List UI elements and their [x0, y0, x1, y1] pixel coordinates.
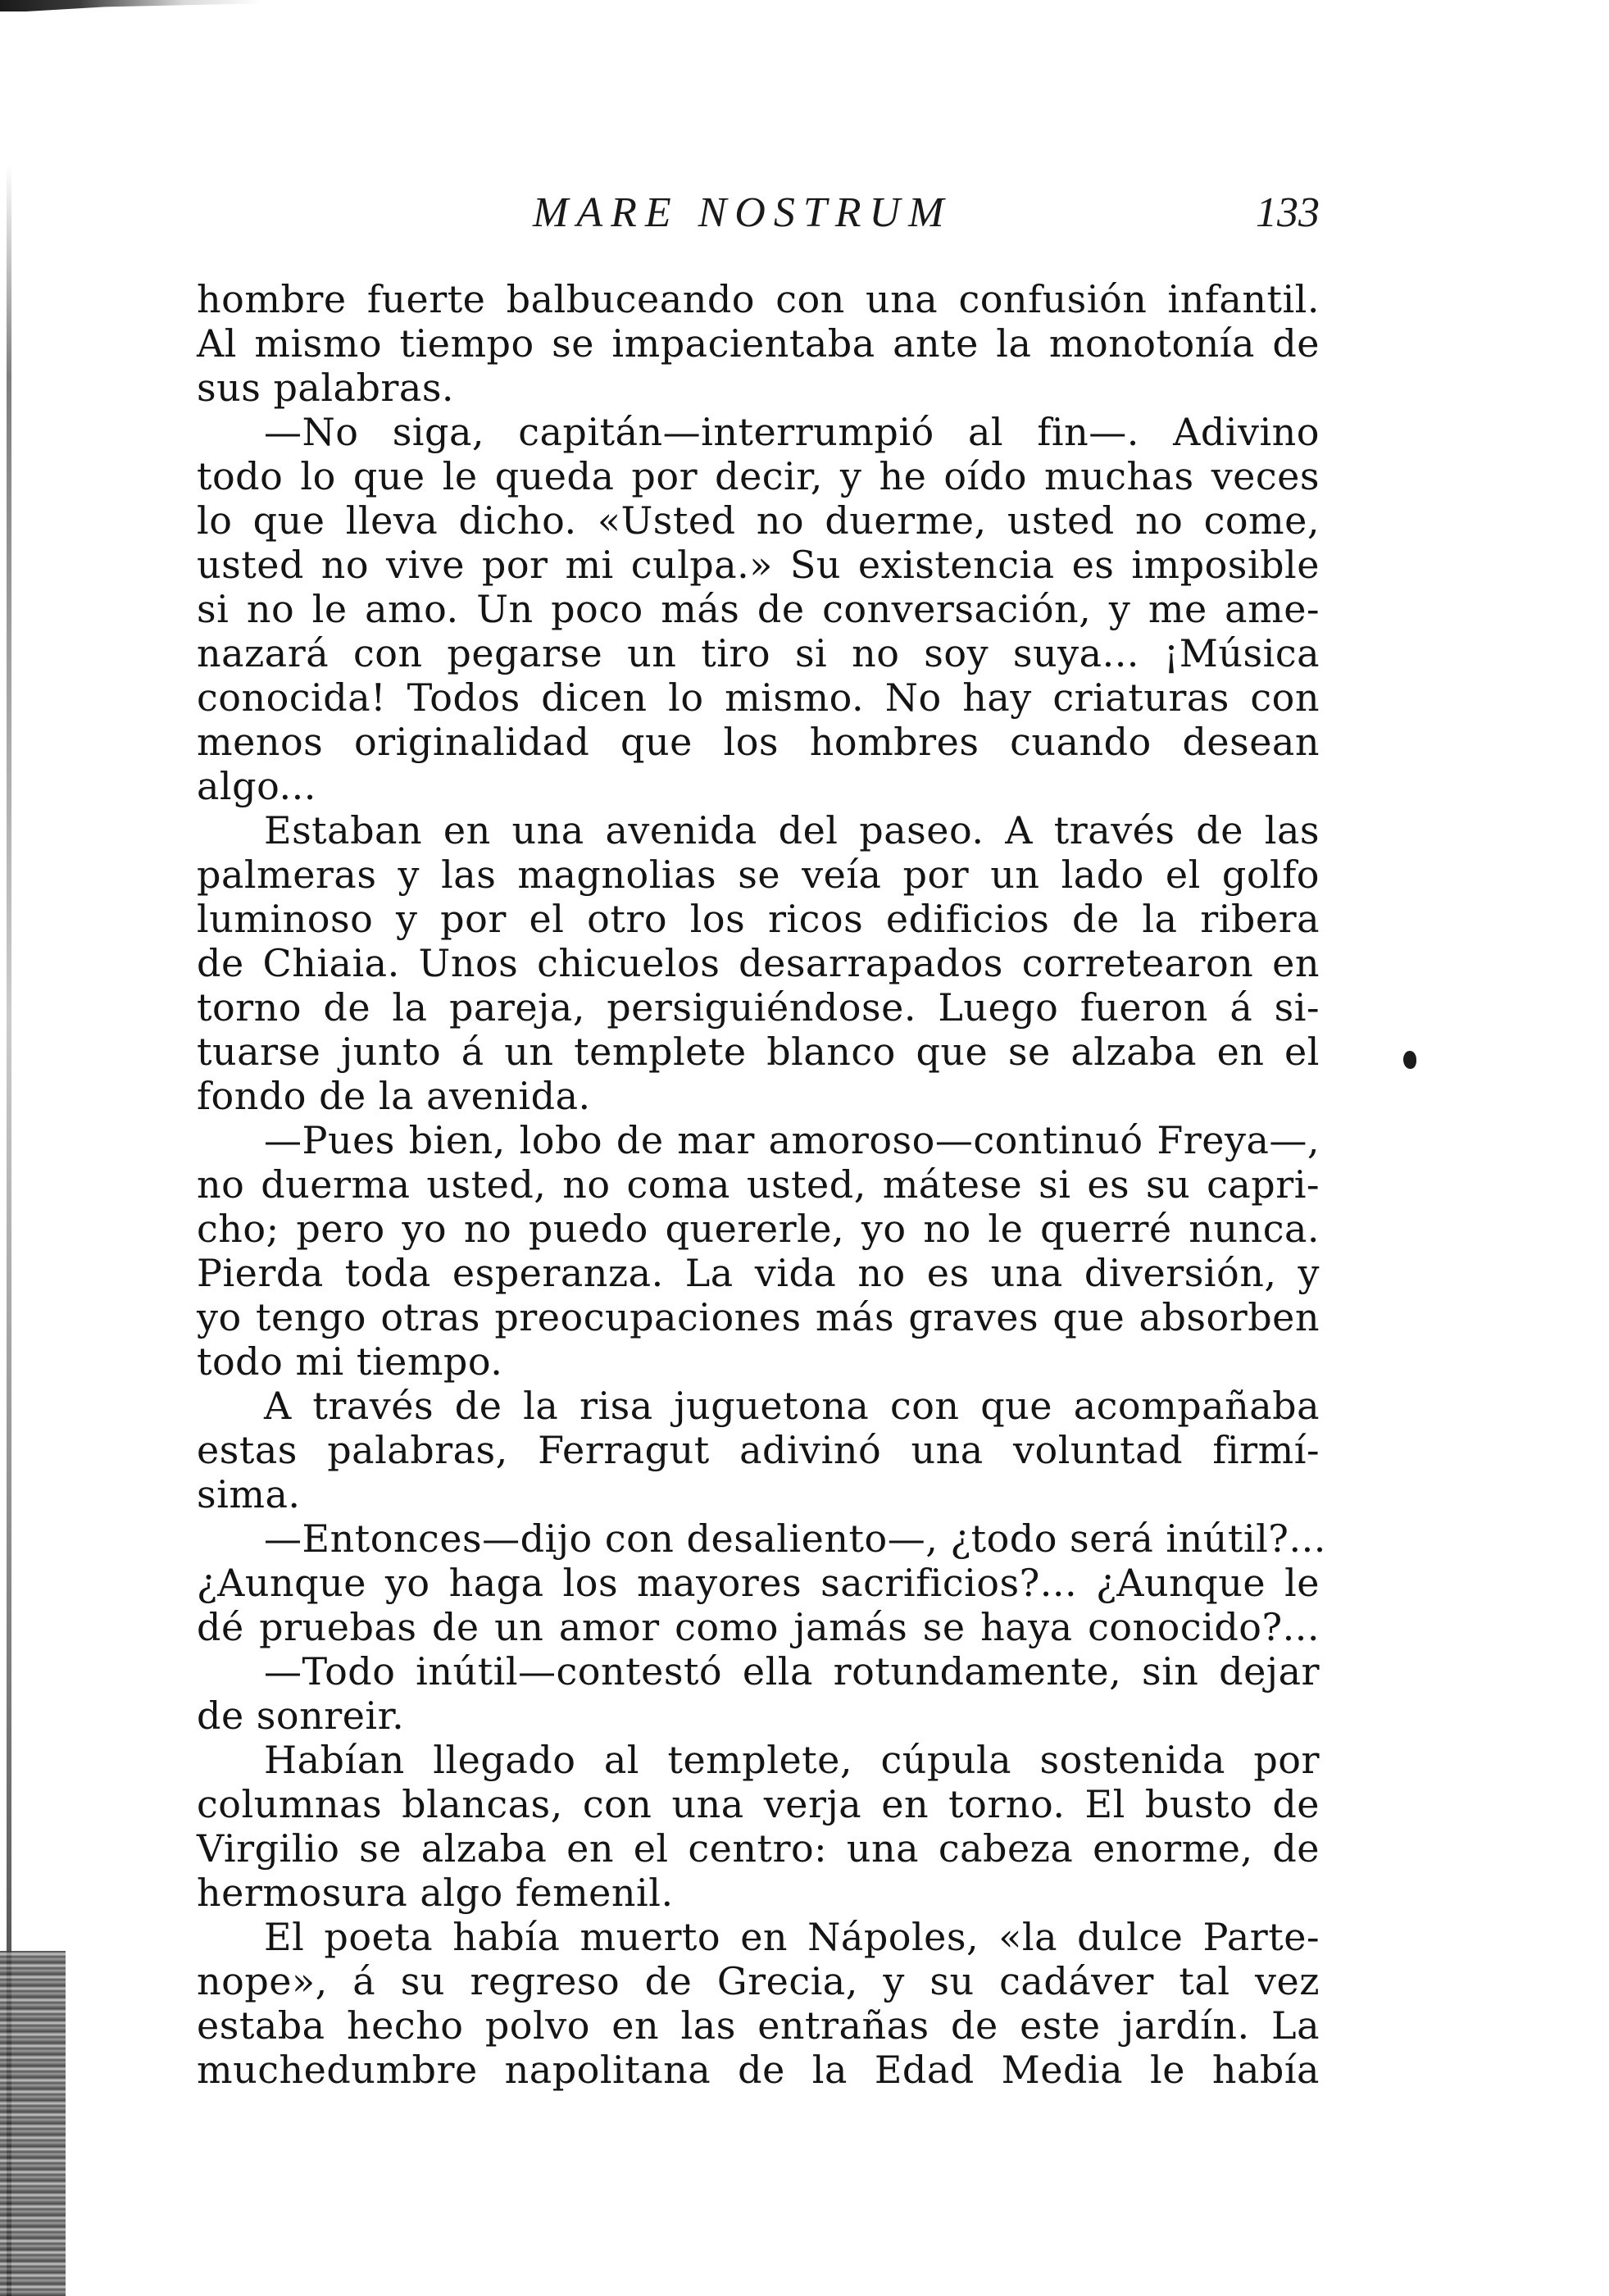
text-line: —Todo inútil—contestó ella rotundamente, sin dejar: [264, 1649, 1320, 1694]
text-line: hombre fuerte balbuceando con una confusión infantil.: [197, 277, 1320, 321]
text-line: —No siga, capitán—interrumpió al fin—. Adivino: [264, 410, 1320, 454]
text-line: Habían llegado al templete, cúpula sostenida por: [264, 1738, 1320, 1782]
text-line: columnas blancas, con una verja en torno. El busto de: [197, 1782, 1320, 1826]
text-line: si no le amo. Un poco más de conversación, y me ame-: [197, 587, 1320, 631]
text-line: —Pues bien, lobo de mar amoroso—continuó Freya—,: [264, 1118, 1320, 1162]
text-line: nope», á su regreso de Grecia, y su cadáver tal vez: [197, 1959, 1320, 2003]
text-line: Virgilio se alzaba en el centro: una cabeza enorme, de: [197, 1826, 1320, 1871]
text-line: luminoso y por el otro los ricos edificios de la ribera: [197, 897, 1320, 941]
text-line: estas palabras, Ferragut adivinó una voluntad firmí-: [197, 1428, 1320, 1472]
running-title: MARE NOSTRUM: [533, 189, 952, 236]
text-line: usted no vive por mi culpa.» Su existencia es imposible: [197, 543, 1320, 587]
text-line: ¿Aunque yo haga los mayores sacrificios?... ¿Aunque le: [197, 1561, 1320, 1605]
text-line: torno de la pareja, persiguiéndose. Luego fueron á si-: [197, 985, 1320, 1030]
scan-artifact-top: [0, 0, 262, 11]
text-line: yo tengo otras preocupaciones más graves que absorben: [197, 1295, 1320, 1339]
binding-strip: [0, 1951, 66, 2296]
text-line: de Chiaia. Unos chicuelos desarrapados corretearon en: [197, 941, 1320, 985]
text-line: El poeta había muerto en Nápoles, «la dulce Parte-: [264, 1915, 1320, 1959]
text-line: palmeras y las magnolias se veía por un lado el golfo: [197, 852, 1320, 897]
text-line: todo mi tiempo.: [197, 1339, 503, 1384]
page-header: [197, 189, 1320, 246]
text-line: hermosura algo femenil.: [197, 1871, 674, 1915]
body-text: [197, 277, 1326, 2092]
text-line: no duerma usted, no coma usted, mátese si es su capri-: [197, 1162, 1320, 1207]
text-line: lo que lleva dicho. «Usted no duerme, usted no come,: [197, 498, 1320, 543]
text-line: Pierda toda esperanza. La vida no es una diversión, y: [197, 1251, 1320, 1295]
page-number: 133: [1256, 189, 1320, 236]
text-line: A través de la risa juguetona con que acompañaba: [264, 1384, 1320, 1428]
text-line: —Entonces—dijo con desaliento—, ¿todo será inútil?...: [264, 1516, 1326, 1561]
text-line: sus palabras.: [197, 366, 455, 410]
text-line: algo...: [197, 764, 316, 808]
text-line: todo lo que le queda por decir, y he oído muchas veces: [197, 454, 1320, 498]
text-line: Estaban en una avenida del paseo. A través de las: [264, 808, 1320, 852]
text-line: conocida! Todos dicen lo mismo. No hay criaturas con: [197, 675, 1320, 720]
text-line: estaba hecho polvo en las entrañas de este jardín. La: [197, 2003, 1320, 2048]
text-line: fondo de la avenida.: [197, 1074, 591, 1118]
text-line: tuarse junto á un templete blanco que se alzaba en el: [197, 1030, 1320, 1074]
text-line: menos originalidad que los hombres cuando desean: [197, 720, 1320, 764]
text-line: muchedumbre napolitana de la Edad Media le había: [197, 2048, 1320, 2092]
text-line: sima.: [197, 1472, 301, 1516]
text-line: Al mismo tiempo se impacientaba ante la monotonía de: [197, 321, 1320, 366]
text-line: nazará con pegarse un tiro si no soy suya... ¡Música: [197, 631, 1320, 675]
text-line: cho; pero yo no puedo quererle, yo no le querré nunca.: [197, 1207, 1320, 1251]
ink-speck: [1403, 1051, 1416, 1069]
text-line: dé pruebas de un amor como jamás se haya conocido?...: [197, 1605, 1320, 1649]
text-line: de sonreir.: [197, 1694, 405, 1738]
